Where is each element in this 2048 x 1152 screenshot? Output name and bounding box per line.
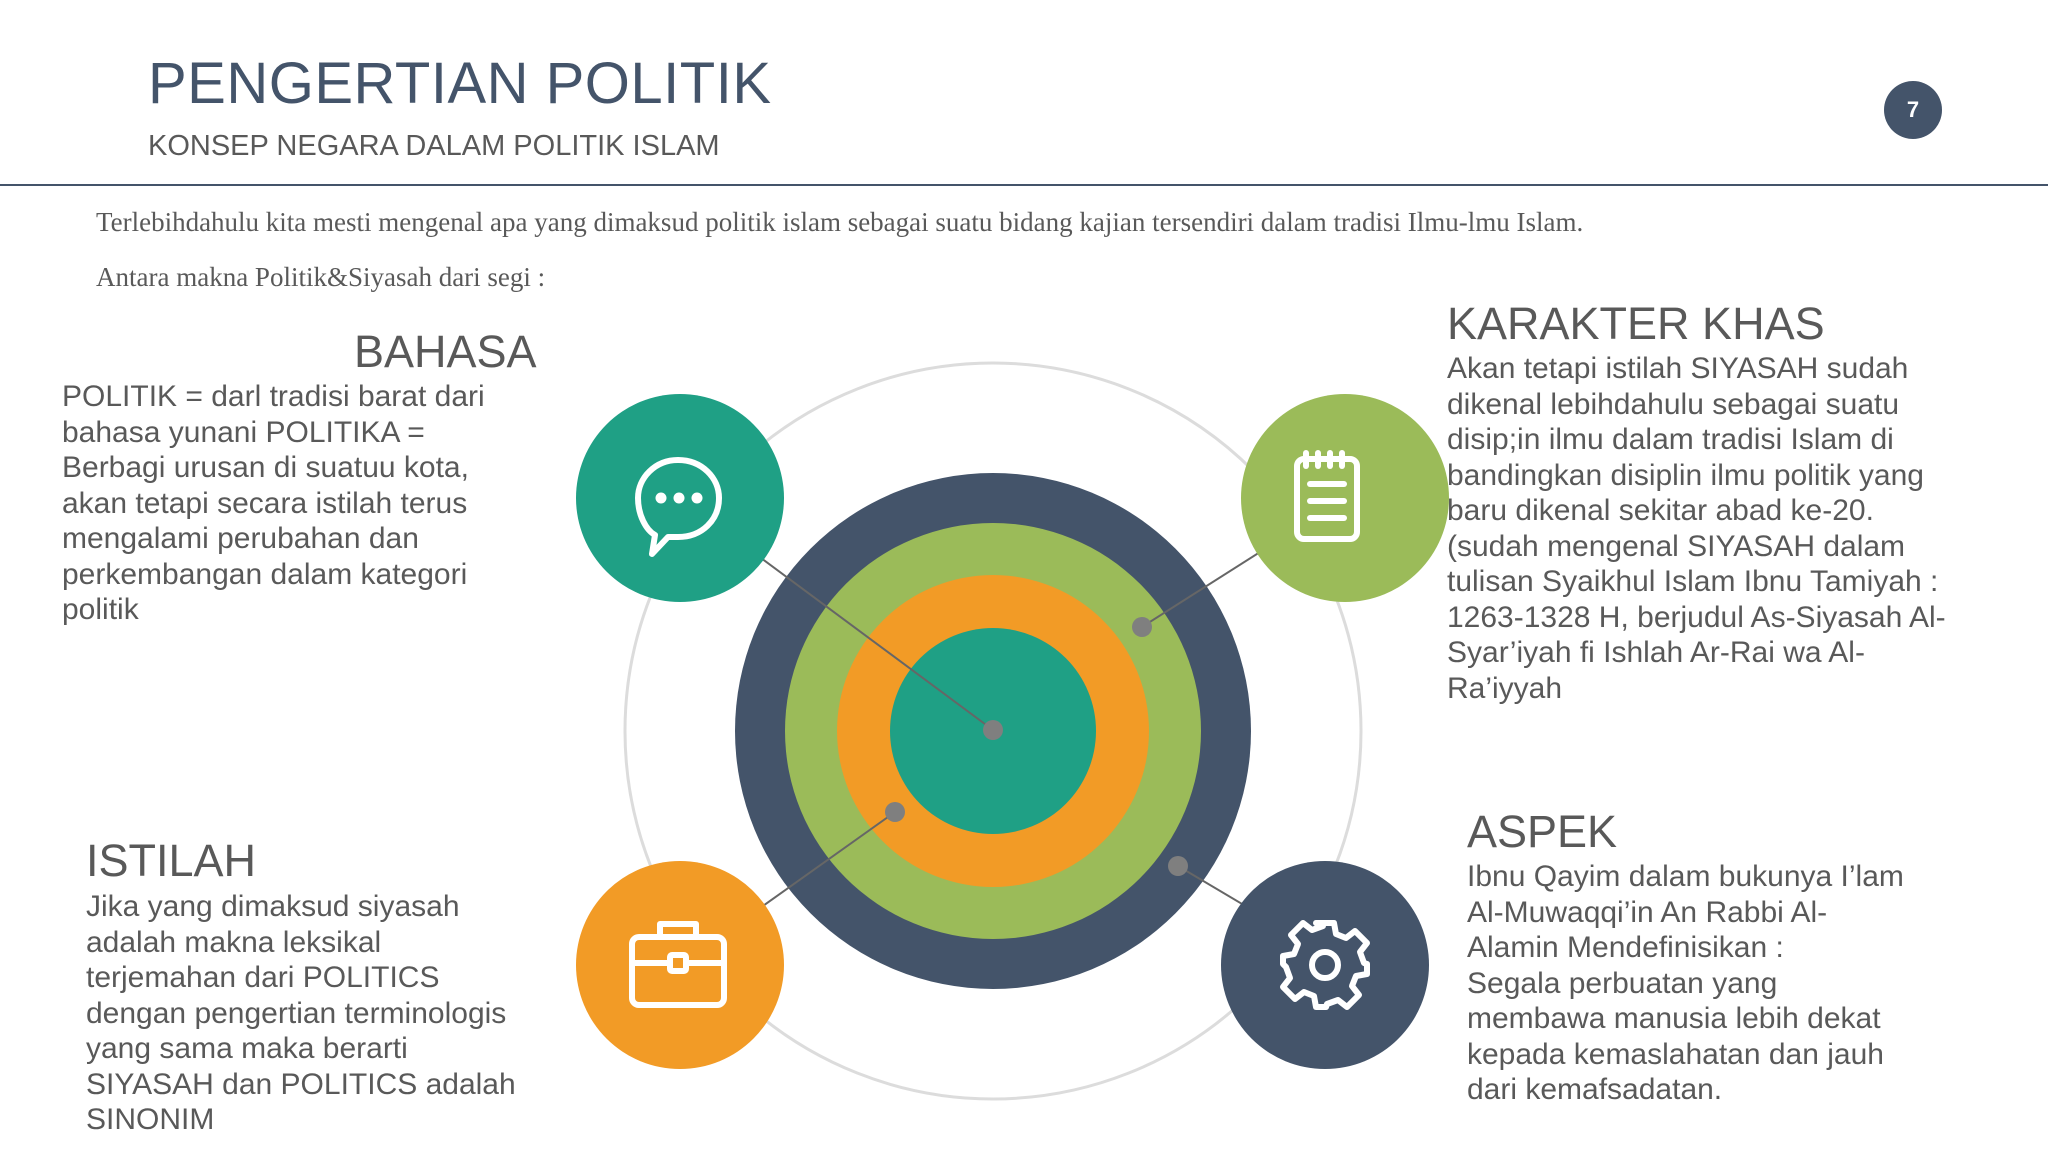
page-number-badge: 7 bbox=[1884, 81, 1942, 139]
istilah-body bbox=[86, 889, 516, 1138]
connector-dot-center bbox=[983, 720, 1003, 740]
bahasa-icon-node bbox=[576, 394, 784, 602]
bahasa-line: bahasa yunani POLITIKA = bbox=[62, 415, 425, 449]
bahasa-line: Berbagi urusan di suatuu kota, bbox=[62, 451, 469, 484]
aspek-heading: ASPEK bbox=[1467, 806, 1618, 857]
bahasa-line: perkembangan dalam kategori bbox=[62, 557, 468, 591]
bahasa-line: politik bbox=[62, 593, 139, 626]
istilah-heading: ISTILAH bbox=[86, 835, 257, 886]
aspek-line: Segala perbuatan yang bbox=[1467, 966, 1778, 1000]
aspek-line: Ibnu Qayim dalam bukunya I’lam bbox=[1467, 860, 1904, 893]
connector-dot-orange bbox=[885, 802, 905, 822]
connector-dot-navy bbox=[1168, 856, 1188, 876]
aspek-line: Alamin Mendefinisikan : bbox=[1467, 931, 1784, 964]
aspek-body bbox=[1467, 859, 1904, 1108]
bahasa-line: POLITIK = darl tradisi barat dari bbox=[62, 380, 485, 413]
istilah-icon-node bbox=[576, 861, 784, 1069]
karakter-line: Ra’iyyah bbox=[1447, 671, 1563, 705]
karakter-heading: KARAKTER KHAS bbox=[1447, 298, 1825, 349]
karakter-line: 1263-1328 H, berjudul As-Siyasah Al- bbox=[1447, 600, 1946, 634]
aspek-line: membawa manusia lebih dekat bbox=[1467, 1002, 1881, 1035]
aspek-line: dari kemafsadatan. bbox=[1467, 1073, 1723, 1106]
karakter-line: (sudah mengenal SIYASAH dalam bbox=[1447, 529, 1906, 563]
intro-line-2: Antara makna Politik&Siyasah dari segi : bbox=[96, 262, 546, 292]
aspek-line: kepada kemaslahatan dan jauh bbox=[1467, 1037, 1884, 1071]
aspek-icon-node bbox=[1221, 861, 1429, 1069]
karakter-line: dikenal lebihdahulu sebagai suatu bbox=[1447, 387, 1900, 421]
istilah-line: SIYASAH dan POLITICS adalah bbox=[86, 1067, 516, 1101]
istilah-line: Jika yang dimaksud siyasah bbox=[86, 890, 460, 923]
karakter-line: tulisan Syaikhul Islam Ibnu Tamiyah : bbox=[1447, 565, 1939, 598]
intro-line-1: Terlebihdahulu kita mesti mengenal apa yang dimaksud politik islam sebagai suatu bidang kajian tersendiri dalam tradisi Ilmu-lmu Islam. bbox=[96, 207, 1584, 237]
bahasa-line: mengalami perubahan dan bbox=[62, 522, 419, 555]
istilah-line: terjemahan dari POLITICS bbox=[86, 961, 440, 994]
istilah-line: SINONIM bbox=[86, 1103, 215, 1136]
karakter-icon-node bbox=[1241, 394, 1449, 602]
istilah-line: adalah makna leksikal bbox=[86, 925, 382, 959]
karakter-line: bandingkan disiplin ilmu politik yang bbox=[1447, 458, 1924, 492]
karakter-line: Syar’iyah fi Ishlah Ar-Rai wa Al- bbox=[1447, 636, 1865, 669]
bahasa-line: akan tetapi secara istilah terus bbox=[62, 486, 468, 520]
karakter-line: Akan tetapi istilah SIYASAH sudah bbox=[1447, 352, 1909, 385]
karakter-body bbox=[1447, 351, 1946, 706]
istilah-line: yang sama maka berarti bbox=[86, 1032, 408, 1065]
bahasa-body bbox=[62, 379, 485, 628]
karakter-line: baru dikenal sekitar abad ke-20. bbox=[1447, 494, 1874, 527]
aspek-line: Al-Muwaqqi’in An Rabbi Al- bbox=[1467, 895, 1828, 929]
page-subtitle: KONSEP NEGARA DALAM POLITIK ISLAM bbox=[148, 130, 720, 162]
istilah-line: dengan pengertian terminologis bbox=[86, 996, 507, 1030]
karakter-line: disip;in ilmu dalam tradisi Islam di bbox=[1447, 423, 1894, 456]
bahasa-heading: BAHASA bbox=[354, 326, 537, 377]
page-title: PENGERTIAN POLITIK bbox=[148, 51, 772, 116]
connector-dot-green bbox=[1132, 617, 1152, 637]
